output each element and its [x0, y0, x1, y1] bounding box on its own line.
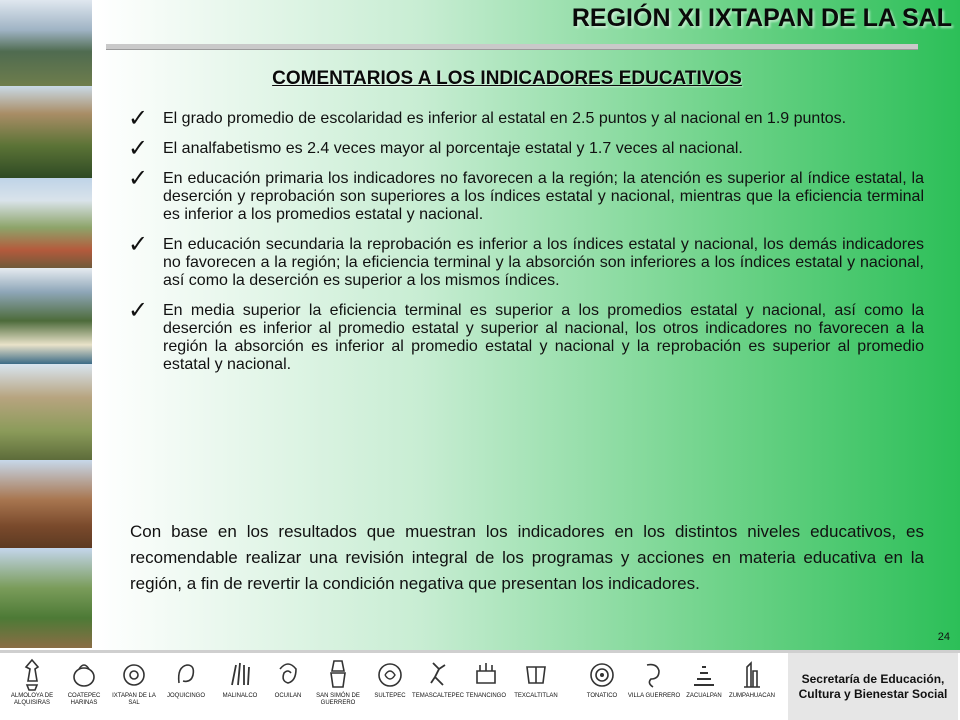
municipality-glyph	[4, 657, 60, 717]
municipality-name: SULTEPEC	[374, 693, 406, 699]
municipality-name: IXTAPAN DE LA SAL	[112, 693, 156, 706]
region-title: REGIÓN XI IXTAPAN DE LA SAL	[571, 4, 952, 32]
title-divider	[106, 44, 918, 50]
village-photo	[0, 0, 92, 86]
secretaria-line-2: Cultura y Bienestar Social	[798, 686, 948, 701]
municipality-name: TEXCALTITLAN	[514, 693, 558, 699]
glyph-icon	[739, 657, 765, 693]
municipality-name: TEMASCALTEPEC	[412, 693, 464, 699]
comment-text: El grado promedio de escolaridad es inferior al estatal en 2.5 puntos y al nacional en 1.9 puntos.	[163, 110, 847, 127]
municipality-glyph	[158, 657, 214, 717]
valley-photo	[0, 364, 92, 460]
glyph-icon	[691, 657, 717, 693]
comment-text: En educación secundaria la reprobación es inferior a los índices estatal y nacional, los demás indicadores no favorecen a la región; la eficiencia terminal y la absorción son inferiores a los índices estatal y nacional, así como la deserción es superior a los mismos índices.	[163, 236, 924, 289]
glyph-icon	[173, 657, 199, 693]
town-church-photo	[0, 178, 92, 268]
comments-list	[128, 105, 924, 386]
comment-item	[128, 105, 924, 132]
check-icon: ✓	[128, 297, 149, 324]
municipality-glyph	[508, 657, 564, 717]
glyph-icon	[425, 657, 451, 693]
section-title: COMENTARIOS A LOS INDICADORES EDUCATIVOS	[272, 68, 742, 89]
glyph-icon	[325, 657, 351, 693]
glyph-icon	[275, 657, 301, 693]
comment-item	[128, 165, 924, 224]
secretaria-logo-panel	[788, 653, 958, 720]
municipality-glyph	[626, 657, 682, 717]
glyph-icon	[19, 657, 45, 693]
municipality-name: TONATICO	[586, 693, 618, 699]
conclusion-paragraph: Con base en los resultados que muestran los indicadores en los distintos niveles educativos, es recomendable realizar una revisión integral de los programas y acciones en materia educativa en la región, a fin de revertir la condición negativa que presentan los indicadores.	[130, 522, 924, 593]
glyph-icon	[121, 657, 147, 693]
comment-text: El analfabetismo es 2.4 veces mayor al porcentaje estatal y 1.7 veces al nacional.	[163, 140, 743, 157]
green-peak-photo	[0, 548, 92, 648]
red-hills-photo	[0, 460, 92, 548]
municipality-name: MALINALCO	[222, 693, 258, 699]
pool-resort-photo	[0, 268, 92, 364]
municipality-name: OCUILAN	[274, 693, 302, 699]
municipality-glyph	[260, 657, 316, 717]
check-icon: ✓	[128, 135, 149, 162]
comment-item	[128, 135, 924, 162]
municipality-glyph	[56, 657, 112, 717]
comment-text: En media superior la eficiencia terminal es superior a los promedios estatal y nacional, así como la deserción es inferior al promedio estatal y superior al nacional, los otros indicadores no favorecen a la región la absorción es inferior al promedio estatal y nacional y la reprobación es superior al promedio estatal y nacional.	[163, 302, 924, 373]
glyph-icon	[641, 657, 667, 693]
municipality-glyph	[574, 657, 630, 717]
check-icon: ✓	[128, 105, 149, 132]
glyph-icon	[377, 657, 403, 693]
landscape-photo-strip	[0, 0, 92, 648]
check-icon: ✓	[128, 231, 149, 258]
municipality-name: SAN SIMÓN DE GUERRERO	[316, 693, 360, 706]
glyph-icon	[71, 657, 97, 693]
comment-text: En educación primaria los indicadores no favorecen a la región; la atención es superior al índice estatal, la deserción y reprobación son superiores a los índices estatal y nacional, mientras que la eficiencia terminal es inferior a los promedios estatal y nacional.	[163, 170, 924, 223]
comment-item	[128, 297, 924, 374]
secretaria-line-1: Secretaría de Educación,	[801, 671, 945, 686]
municipality-glyph	[458, 657, 514, 717]
municipality-name: COATEPEC HARINAS	[67, 693, 101, 706]
municipality-glyph	[724, 657, 780, 717]
glyph-icon	[473, 657, 499, 693]
municipality-name: ALMOLOYA DE ALQUISIRAS	[10, 693, 54, 706]
glyph-icon	[227, 657, 253, 693]
comment-item	[128, 231, 924, 290]
municipality-glyph	[310, 657, 366, 717]
municipality-name: VILLA GUERRERO	[627, 693, 681, 699]
municipality-glyph	[106, 657, 162, 717]
glyph-icon	[589, 657, 615, 693]
municipality-name: ZACUALPAN	[686, 693, 722, 699]
page-number: 24	[937, 631, 950, 643]
rock-mountain-photo	[0, 86, 92, 178]
municipality-name: JOQUICINGO	[166, 693, 205, 699]
municipality-name: TENANCINGO	[465, 693, 506, 699]
municipality-name: ZUMPAHUACAN	[729, 693, 775, 699]
check-icon: ✓	[128, 165, 149, 192]
glyph-icon	[523, 657, 549, 693]
